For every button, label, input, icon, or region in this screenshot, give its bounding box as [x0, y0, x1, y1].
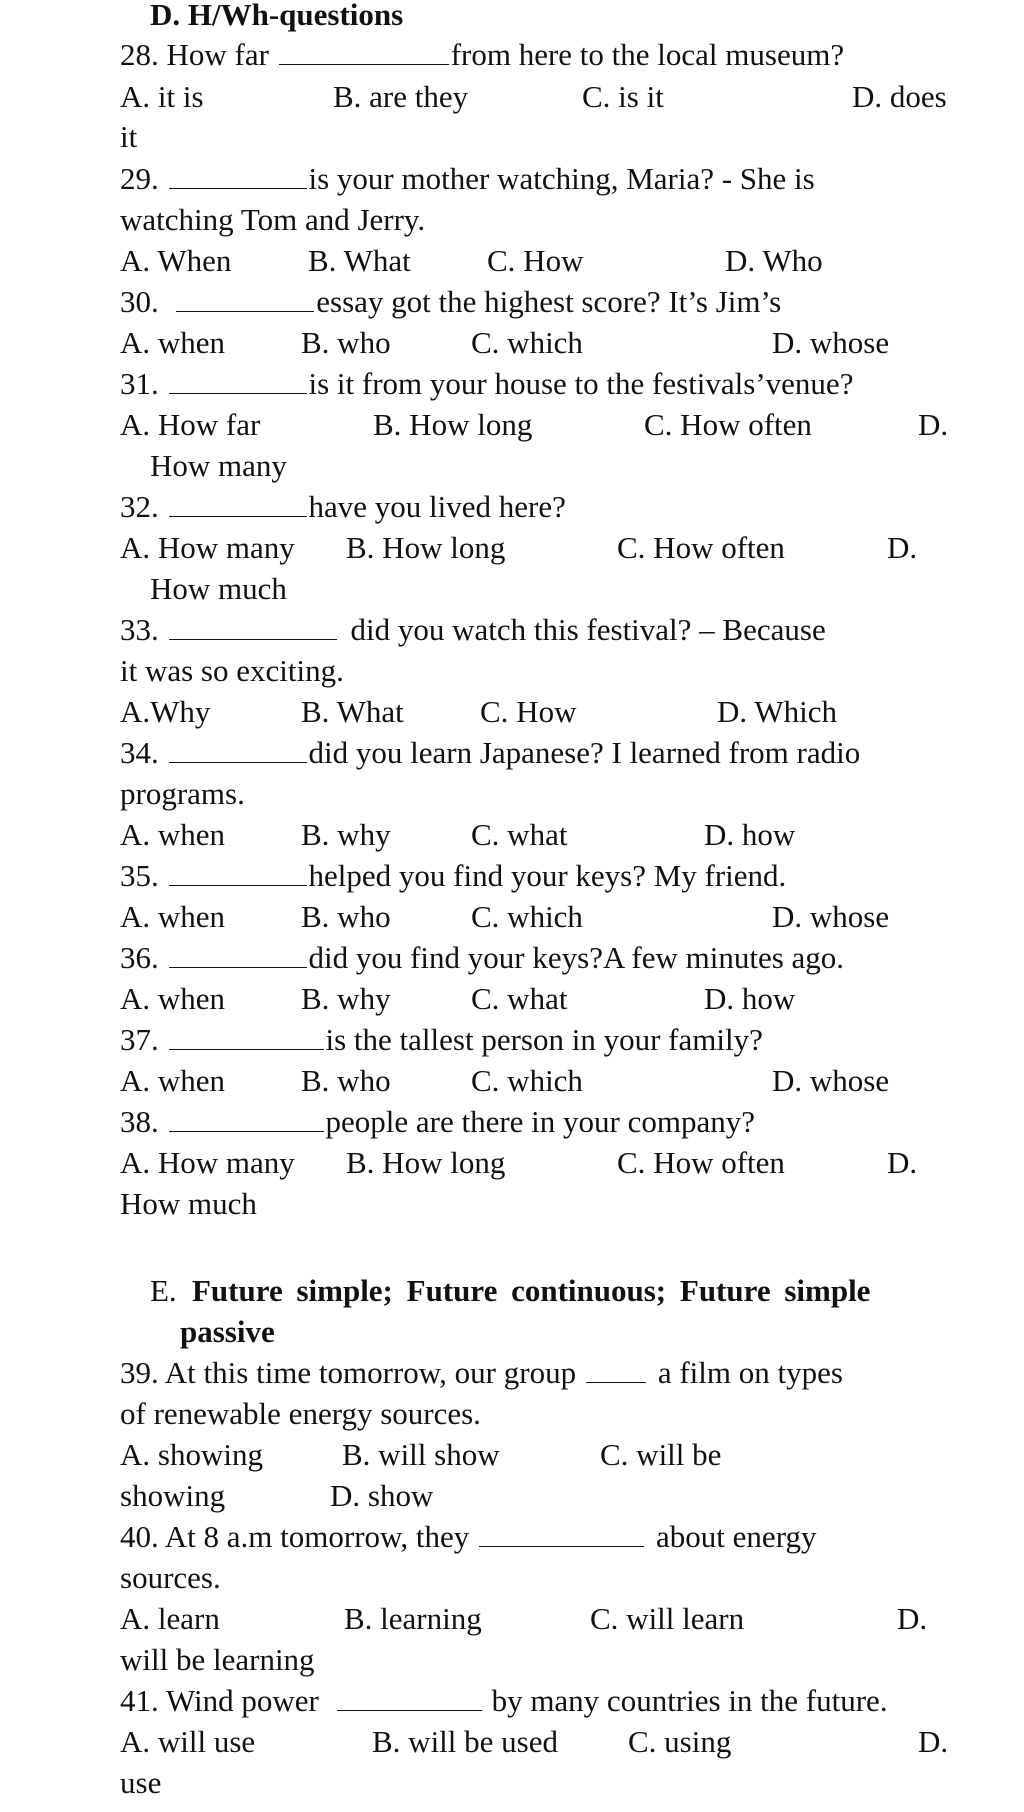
question-37: [0, 1019, 1024, 1061]
answer-blank[interactable]: [169, 1019, 324, 1050]
question-28: [0, 34, 1024, 76]
options-38-cont: [0, 1183, 1024, 1225]
question-stem-cont: it was so exciting.: [120, 653, 344, 688]
option-d[interactable]: D.: [918, 407, 949, 442]
option-d[interactable]: D.: [887, 1145, 918, 1180]
question-29-cont: [0, 199, 1024, 241]
option-d-cont: use: [120, 1765, 162, 1800]
option-b[interactable]: B. why: [301, 817, 391, 852]
option-d-cont: will be learning: [120, 1642, 315, 1677]
option-d[interactable]: D.: [897, 1601, 928, 1636]
option-b[interactable]: B. How long: [346, 530, 506, 565]
options-41-cont: [0, 1762, 1024, 1804]
option-b[interactable]: B. why: [301, 981, 391, 1016]
option-a[interactable]: A. it is: [120, 79, 204, 114]
question-35: [0, 855, 1024, 897]
option-d[interactable]: D. show: [330, 1478, 434, 1513]
option-d[interactable]: D.: [887, 530, 918, 565]
question-30: [0, 281, 1024, 323]
question-stem: is your mother watching, Maria? - She is: [308, 161, 815, 196]
option-c-cont: showing: [120, 1478, 226, 1513]
question-stem-cont: watching Tom and Jerry.: [120, 202, 426, 237]
question-stem: At 8 a.m tomorrow, they: [164, 1519, 470, 1554]
question-stem: essay got the highest score? It’s Jim’s: [316, 284, 782, 319]
answer-blank[interactable]: [586, 1352, 646, 1383]
options-28: [0, 76, 1024, 118]
option-b[interactable]: B. who: [301, 325, 391, 360]
answer-blank[interactable]: [169, 363, 307, 394]
options-33: [0, 691, 1024, 733]
option-a[interactable]: A. How many: [120, 530, 295, 565]
answer-blank[interactable]: [169, 1101, 324, 1132]
option-c[interactable]: C. will be: [600, 1437, 722, 1472]
question-stem: Wind power: [165, 1683, 319, 1718]
question-39-cont: [0, 1393, 1024, 1435]
question-number: 37.: [120, 1022, 159, 1057]
options-39: [0, 1434, 1024, 1476]
question-number: 34.: [120, 735, 159, 770]
option-d[interactable]: D. whose: [772, 899, 890, 934]
option-b[interactable]: B. who: [301, 1063, 391, 1098]
answer-blank[interactable]: [169, 732, 307, 763]
question-number: 28.: [120, 37, 159, 72]
option-a[interactable]: A. when: [120, 817, 226, 852]
option-b[interactable]: B. learning: [344, 1601, 482, 1636]
options-28-cont: [0, 116, 1024, 158]
option-b[interactable]: B. How long: [373, 407, 533, 442]
section-title: D. H/Wh-questions: [150, 0, 404, 32]
option-c[interactable]: C. which: [471, 899, 583, 934]
section-title: Future simple; Future continuous; Future simple: [192, 1273, 871, 1308]
options-31: [0, 404, 1024, 446]
question-number: 32.: [120, 489, 159, 524]
question-32: [0, 486, 1024, 528]
question-stem: people are there in your company?: [325, 1104, 756, 1139]
section-d-heading: [0, 0, 1024, 36]
options-32: [0, 527, 1024, 569]
option-a[interactable]: A. When: [120, 243, 232, 278]
option-a[interactable]: A. when: [120, 325, 226, 360]
question-31: [0, 363, 1024, 405]
options-32-cont: [0, 568, 1024, 610]
option-d-cont: How many: [150, 448, 287, 483]
option-d[interactable]: D. Who: [725, 243, 823, 278]
question-number: 38.: [120, 1104, 159, 1139]
answer-blank[interactable]: [169, 486, 307, 517]
option-a[interactable]: A. showing: [120, 1437, 263, 1472]
answer-blank[interactable]: [279, 34, 449, 65]
option-c[interactable]: C. which: [471, 325, 583, 360]
question-number: 41.: [120, 1683, 159, 1718]
options-39-cont: [0, 1475, 1024, 1517]
options-31-cont: [0, 445, 1024, 487]
answer-blank[interactable]: [176, 281, 314, 312]
answer-blank[interactable]: [169, 609, 337, 640]
question-number: 36.: [120, 940, 159, 975]
question-33-cont: [0, 650, 1024, 692]
option-a[interactable]: A. when: [120, 981, 226, 1016]
question-41: [0, 1680, 1024, 1722]
answer-blank[interactable]: [479, 1516, 644, 1547]
question-stem: did you watch this festival? – Because: [350, 612, 826, 647]
option-c[interactable]: C. which: [471, 1063, 583, 1098]
option-d[interactable]: D. whose: [772, 1063, 890, 1098]
option-c[interactable]: C. will learn: [590, 1601, 745, 1636]
question-40-cont: [0, 1557, 1024, 1599]
options-40: [0, 1598, 1024, 1640]
question-stem: is the tallest person in your family?: [325, 1022, 763, 1057]
section-e-heading: [0, 1270, 1024, 1312]
question-stem: is it from your house to the festivals’venue?: [308, 366, 854, 401]
question-33: [0, 609, 1024, 651]
option-d-cont: How much: [150, 571, 287, 606]
question-stem: How far: [166, 37, 269, 72]
question-stem: did you find your keys?A few minutes ago.: [308, 940, 845, 975]
option-b[interactable]: B. How long: [346, 1145, 506, 1180]
option-c[interactable]: C. How often: [617, 530, 785, 565]
question-stem: have you lived here?: [308, 489, 566, 524]
options-30: [0, 322, 1024, 364]
option-a[interactable]: A.Why: [120, 694, 211, 729]
question-stem-cont: sources.: [120, 1560, 221, 1595]
options-40-cont: [0, 1639, 1024, 1681]
option-c[interactable]: C. what: [471, 817, 568, 852]
option-d[interactable]: D. does: [852, 79, 947, 114]
question-number: 29.: [120, 161, 159, 196]
option-a[interactable]: A. How many: [120, 1145, 295, 1180]
question-stem: At this time tomorrow, our group: [164, 1355, 577, 1390]
question-29: [0, 158, 1024, 200]
question-stem: helped you find your keys? My friend.: [308, 858, 787, 893]
option-d[interactable]: D. how: [704, 981, 796, 1016]
option-d[interactable]: D. how: [704, 817, 796, 852]
option-c[interactable]: C. How: [487, 243, 584, 278]
question-stem-cont: programs.: [120, 776, 245, 811]
options-29: [0, 240, 1024, 282]
question-stem: about energy: [656, 1519, 817, 1554]
option-b[interactable]: B. What: [301, 694, 404, 729]
question-39: [0, 1352, 1024, 1394]
option-b[interactable]: B. who: [301, 899, 391, 934]
options-35: [0, 896, 1024, 938]
answer-blank[interactable]: [169, 158, 307, 189]
options-34: [0, 814, 1024, 856]
question-number: 40.: [120, 1519, 159, 1554]
question-stem-cont: of renewable energy sources.: [120, 1396, 481, 1431]
option-b[interactable]: B. are they: [333, 79, 469, 114]
option-a[interactable]: A. when: [120, 1063, 226, 1098]
option-c[interactable]: C. using: [628, 1724, 732, 1759]
option-d[interactable]: D. whose: [772, 325, 890, 360]
question-40: [0, 1516, 1024, 1558]
answer-blank[interactable]: [169, 855, 307, 886]
question-number: 31.: [120, 366, 159, 401]
option-d-cont: it: [120, 119, 138, 154]
option-d-cont: How much: [120, 1186, 257, 1221]
option-c[interactable]: C. How often: [617, 1145, 785, 1180]
question-34-cont: [0, 773, 1024, 815]
option-c[interactable]: C. How often: [644, 407, 812, 442]
question-stem: from here to the local museum?: [450, 37, 845, 72]
option-a[interactable]: A. How far: [120, 407, 261, 442]
option-c[interactable]: C. is it: [582, 79, 664, 114]
answer-blank[interactable]: [337, 1680, 482, 1711]
option-d[interactable]: D.: [918, 1724, 949, 1759]
question-34: [0, 732, 1024, 774]
question-stem: by many countries in the future.: [491, 1683, 888, 1718]
question-number: 30.: [120, 284, 159, 319]
question-stem: did you learn Japanese? I learned from radio: [308, 735, 861, 770]
question-number: 39.: [120, 1355, 159, 1390]
option-b[interactable]: B. What: [308, 243, 411, 278]
section-e-heading-cont: [0, 1311, 1024, 1353]
options-37: [0, 1060, 1024, 1102]
option-d[interactable]: D. Which: [717, 694, 837, 729]
question-stem: a film on types: [657, 1355, 843, 1390]
question-38: [0, 1101, 1024, 1143]
option-c[interactable]: C. what: [471, 981, 568, 1016]
options-41: [0, 1721, 1024, 1763]
section-letter: E.: [150, 1273, 177, 1308]
question-36: [0, 937, 1024, 979]
option-a[interactable]: A. learn: [120, 1601, 220, 1636]
question-number: 35.: [120, 858, 159, 893]
options-38: [0, 1142, 1024, 1184]
question-number: 33.: [120, 612, 159, 647]
option-b[interactable]: B. will be used: [372, 1724, 558, 1759]
section-title-cont: passive: [180, 1314, 275, 1349]
options-36: [0, 978, 1024, 1020]
option-c[interactable]: C. How: [480, 694, 577, 729]
option-a[interactable]: A. when: [120, 899, 226, 934]
option-a[interactable]: A. will use: [120, 1724, 256, 1759]
option-b[interactable]: B. will show: [342, 1437, 500, 1472]
answer-blank[interactable]: [169, 937, 307, 968]
